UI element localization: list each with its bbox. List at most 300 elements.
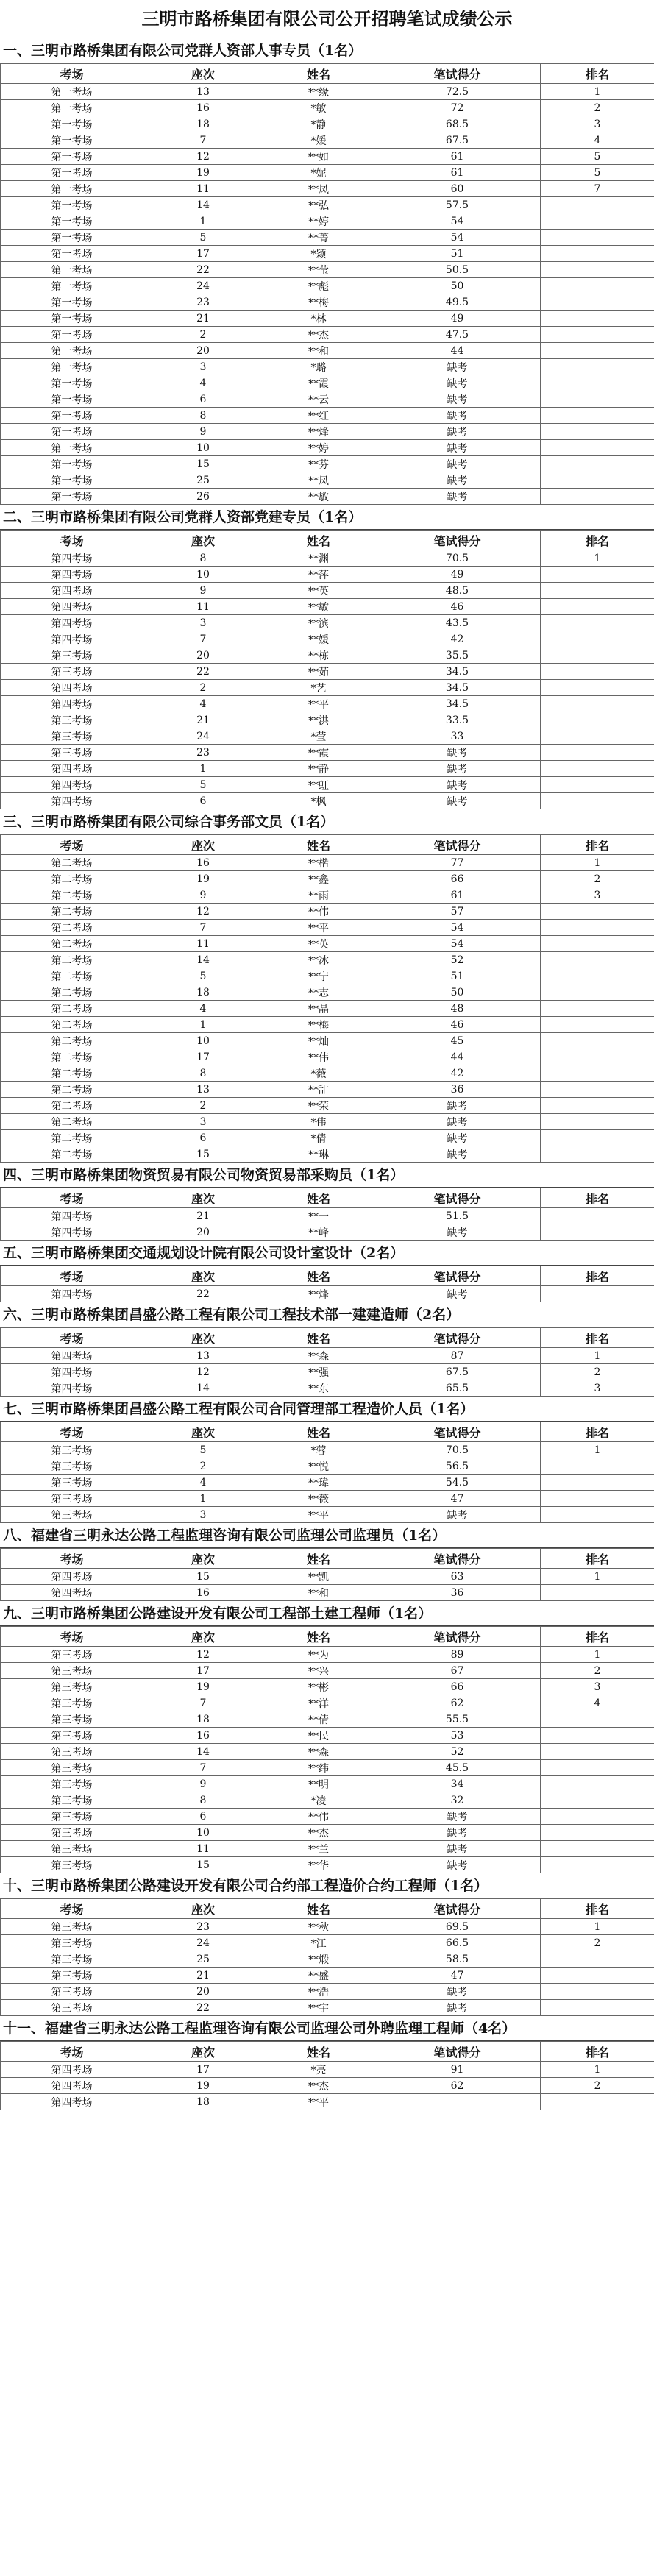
- cell-rank: [541, 664, 654, 680]
- table-row: [1, 1760, 654, 1776]
- cell-name: **荣: [263, 1098, 374, 1114]
- section-header: 二、三明市路桥集团有限公司党群人资部党建专员（1名）: [0, 505, 654, 530]
- cell-name: *亮: [263, 2062, 374, 2078]
- cell-rank: 1: [541, 550, 654, 567]
- cell-score: 42: [374, 631, 541, 647]
- column-header-score: 笔试得分: [374, 64, 541, 84]
- cell-score: 55.5: [374, 1711, 541, 1728]
- table-row: [1, 2078, 654, 2094]
- table-row: [1, 664, 654, 680]
- cell-score: 缺考: [374, 408, 541, 424]
- cell-seat: 21: [143, 311, 263, 327]
- cell-seat: 7: [143, 132, 263, 149]
- cell-exam-room: 第一考场: [1, 359, 143, 375]
- column-header-score: 笔试得分: [374, 531, 541, 550]
- cell-name: **明: [263, 1776, 374, 1792]
- cell-exam-room: 第三考场: [1, 1663, 143, 1679]
- cell-name: **静: [263, 761, 374, 777]
- cell-rank: [541, 1146, 654, 1163]
- cell-seat: 9: [143, 583, 263, 599]
- cell-exam-room: 第二考场: [1, 1001, 143, 1017]
- table-row: [1, 761, 654, 777]
- cell-exam-room: 第一考场: [1, 181, 143, 197]
- cell-seat: 3: [143, 1114, 263, 1130]
- table-row: [1, 1968, 654, 1984]
- cell-seat: 23: [143, 294, 263, 311]
- cell-seat: 1: [143, 1491, 263, 1507]
- column-header-score: 笔试得分: [374, 1549, 541, 1569]
- cell-rank: [541, 1841, 654, 1857]
- cell-score: 33.5: [374, 712, 541, 728]
- cell-score: 67.5: [374, 132, 541, 149]
- section-header: 三、三明市路桥集团有限公司综合事务部文员（1名）: [0, 809, 654, 834]
- cell-score: 缺考: [374, 456, 541, 472]
- cell-exam-room: 第四考场: [1, 1364, 143, 1380]
- cell-seat: 16: [143, 855, 263, 871]
- cell-rank: [541, 631, 654, 647]
- cell-exam-room: 第四考场: [1, 1224, 143, 1241]
- cell-exam-room: 第一考场: [1, 213, 143, 230]
- column-header-name: 姓名: [263, 1899, 374, 1919]
- table-row: [1, 745, 654, 761]
- table-row: [1, 456, 654, 472]
- cell-name: *媛: [263, 132, 374, 149]
- cell-seat: 7: [143, 1760, 263, 1776]
- table-row: [1, 1098, 654, 1114]
- table-row: [1, 1585, 654, 1601]
- cell-exam-room: 第三考场: [1, 1475, 143, 1491]
- table-header-row: [1, 64, 654, 84]
- cell-exam-room: 第四考场: [1, 1208, 143, 1224]
- cell-seat: 13: [143, 84, 263, 100]
- cell-exam-room: 第三考场: [1, 1711, 143, 1728]
- cell-exam-room: 第四考场: [1, 680, 143, 696]
- cell-score: 70.5: [374, 550, 541, 567]
- cell-rank: 1: [541, 1647, 654, 1663]
- cell-rank: [541, 1744, 654, 1760]
- cell-exam-room: 第二考场: [1, 936, 143, 952]
- table-row: [1, 230, 654, 246]
- cell-name: **平: [263, 1507, 374, 1523]
- cell-rank: [541, 472, 654, 489]
- cell-name: **宁: [263, 968, 374, 984]
- cell-seat: 2: [143, 327, 263, 343]
- cell-exam-room: 第四考场: [1, 1585, 143, 1601]
- cell-name: **华: [263, 1857, 374, 1873]
- table-row: [1, 391, 654, 408]
- table-row: [1, 149, 654, 165]
- section-header: 一、三明市路桥集团有限公司党群人资部人事专员（1名）: [0, 38, 654, 63]
- cell-rank: [541, 984, 654, 1001]
- cell-seat: 4: [143, 1001, 263, 1017]
- score-table: [0, 2041, 654, 2110]
- table-row: [1, 1082, 654, 1098]
- cell-score: 缺考: [374, 745, 541, 761]
- cell-exam-room: 第二考场: [1, 887, 143, 904]
- cell-name: **森: [263, 1744, 374, 1760]
- cell-name: **鑫: [263, 871, 374, 887]
- table-row: [1, 1776, 654, 1792]
- cell-exam-room: 第一考场: [1, 246, 143, 262]
- cell-name: **凤: [263, 472, 374, 489]
- cell-rank: [541, 1728, 654, 1744]
- table-row: [1, 1130, 654, 1146]
- cell-score: 缺考: [374, 1146, 541, 1163]
- cell-name: **霞: [263, 745, 374, 761]
- cell-seat: 15: [143, 1569, 263, 1585]
- cell-name: **彬: [263, 1679, 374, 1695]
- table-row: [1, 712, 654, 728]
- cell-seat: 18: [143, 2094, 263, 2110]
- cell-name: **敏: [263, 489, 374, 505]
- cell-score: 65.5: [374, 1380, 541, 1397]
- cell-rank: [541, 1114, 654, 1130]
- table-row: [1, 116, 654, 132]
- cell-name: **志: [263, 984, 374, 1001]
- cell-exam-room: 第三考场: [1, 1968, 143, 1984]
- table-header-row: [1, 1266, 654, 1286]
- column-header-rank: 排名: [541, 1627, 654, 1647]
- column-header-seat: 座次: [143, 1549, 263, 1569]
- table-row: [1, 100, 654, 116]
- table-row: [1, 1208, 654, 1224]
- cell-exam-room: 第四考场: [1, 777, 143, 793]
- cell-exam-room: 第三考场: [1, 728, 143, 745]
- column-header-rank: 排名: [541, 835, 654, 855]
- cell-score: 42: [374, 1065, 541, 1082]
- cell-rank: 4: [541, 132, 654, 149]
- cell-seat: 16: [143, 1728, 263, 1744]
- cell-seat: 8: [143, 408, 263, 424]
- column-header-exam-room: 考场: [1, 1422, 143, 1442]
- cell-exam-room: 第三考场: [1, 647, 143, 664]
- cell-seat: 11: [143, 599, 263, 615]
- cell-name: **如: [263, 149, 374, 165]
- cell-seat: 6: [143, 1809, 263, 1825]
- column-header-seat: 座次: [143, 1899, 263, 1919]
- table-row: [1, 213, 654, 230]
- cell-score: 缺考: [374, 391, 541, 408]
- table-row: [1, 1792, 654, 1809]
- cell-rank: [541, 745, 654, 761]
- cell-seat: 11: [143, 1841, 263, 1857]
- column-header-name: 姓名: [263, 1188, 374, 1208]
- sections-container: [0, 38, 654, 2110]
- cell-seat: 3: [143, 1507, 263, 1523]
- table-row: [1, 1286, 654, 1302]
- cell-name: **煅: [263, 1951, 374, 1968]
- cell-rank: [541, 647, 654, 664]
- cell-name: *妮: [263, 165, 374, 181]
- cell-score: 34.5: [374, 664, 541, 680]
- cell-score: 63: [374, 1569, 541, 1585]
- cell-name: *璐: [263, 359, 374, 375]
- cell-seat: 14: [143, 197, 263, 213]
- cell-score: 32: [374, 1792, 541, 1809]
- cell-seat: 22: [143, 1286, 263, 1302]
- cell-exam-room: 第三考场: [1, 1919, 143, 1935]
- cell-name: **婷: [263, 440, 374, 456]
- cell-score: 47: [374, 1968, 541, 1984]
- cell-seat: 1: [143, 1017, 263, 1033]
- cell-seat: 11: [143, 181, 263, 197]
- cell-score: 35.5: [374, 647, 541, 664]
- cell-name: **梅: [263, 1017, 374, 1033]
- table-row: [1, 1049, 654, 1065]
- cell-exam-room: 第二考场: [1, 1146, 143, 1163]
- column-header-score: 笔试得分: [374, 835, 541, 855]
- cell-rank: [541, 1792, 654, 1809]
- cell-exam-room: 第一考场: [1, 391, 143, 408]
- table-row: [1, 1114, 654, 1130]
- cell-seat: 14: [143, 952, 263, 968]
- cell-name: *倩: [263, 1130, 374, 1146]
- cell-score: 66: [374, 871, 541, 887]
- cell-score: 缺考: [374, 1286, 541, 1302]
- cell-name: **洋: [263, 1695, 374, 1711]
- cell-rank: 2: [541, 1935, 654, 1951]
- cell-exam-room: 第一考场: [1, 116, 143, 132]
- score-table: [0, 1422, 654, 1523]
- cell-rank: [541, 1458, 654, 1475]
- cell-score: 56.5: [374, 1458, 541, 1475]
- cell-exam-room: 第一考场: [1, 230, 143, 246]
- score-table: [0, 834, 654, 1163]
- column-header-seat: 座次: [143, 1266, 263, 1286]
- table-row: [1, 952, 654, 968]
- table-row: [1, 408, 654, 424]
- cell-score: 68.5: [374, 116, 541, 132]
- cell-seat: 4: [143, 375, 263, 391]
- cell-rank: [541, 1033, 654, 1049]
- cell-exam-room: 第三考场: [1, 1728, 143, 1744]
- cell-seat: 2: [143, 1458, 263, 1475]
- cell-score: 33: [374, 728, 541, 745]
- section-header: 八、福建省三明永达公路工程监理咨询有限公司监理公司监理员（1名）: [0, 1523, 654, 1548]
- cell-exam-room: 第三考场: [1, 2000, 143, 2016]
- cell-rank: [541, 583, 654, 599]
- cell-exam-room: 第一考场: [1, 343, 143, 359]
- cell-name: **滨: [263, 615, 374, 631]
- table-row: [1, 1935, 654, 1951]
- table-row: [1, 936, 654, 952]
- cell-rank: [541, 1208, 654, 1224]
- cell-name: *莹: [263, 728, 374, 745]
- cell-seat: 7: [143, 920, 263, 936]
- cell-exam-room: 第三考场: [1, 1984, 143, 2000]
- column-header-rank: 排名: [541, 1188, 654, 1208]
- column-header-score: 笔试得分: [374, 1627, 541, 1647]
- cell-rank: [541, 728, 654, 745]
- cell-exam-room: 第二考场: [1, 871, 143, 887]
- table-row: [1, 1364, 654, 1380]
- cell-seat: 25: [143, 472, 263, 489]
- cell-seat: 12: [143, 1647, 263, 1663]
- cell-rank: 2: [541, 100, 654, 116]
- cell-score: 46: [374, 1017, 541, 1033]
- section-header: 十、三明市路桥集团公路建设开发有限公司合约部工程造价合约工程师（1名）: [0, 1873, 654, 1898]
- cell-name: **一: [263, 1208, 374, 1224]
- cell-name: *敏: [263, 100, 374, 116]
- column-header-rank: 排名: [541, 64, 654, 84]
- cell-seat: 10: [143, 440, 263, 456]
- column-header-name: 姓名: [263, 531, 374, 550]
- cell-exam-room: 第四考场: [1, 599, 143, 615]
- cell-exam-room: 第四考场: [1, 793, 143, 809]
- cell-exam-room: 第三考场: [1, 1776, 143, 1792]
- column-header-seat: 座次: [143, 1422, 263, 1442]
- cell-seat: 16: [143, 100, 263, 116]
- cell-score: 51.5: [374, 1208, 541, 1224]
- table-header-row: [1, 1899, 654, 1919]
- cell-score: 48.5: [374, 583, 541, 599]
- cell-rank: [541, 408, 654, 424]
- table-row: [1, 311, 654, 327]
- table-header-row: [1, 531, 654, 550]
- cell-rank: [541, 968, 654, 984]
- table-header-row: [1, 1549, 654, 1569]
- cell-rank: [541, 246, 654, 262]
- column-header-seat: 座次: [143, 1328, 263, 1348]
- cell-name: **烽: [263, 1286, 374, 1302]
- cell-rank: [541, 197, 654, 213]
- cell-name: **甜: [263, 1082, 374, 1098]
- cell-exam-room: 第一考场: [1, 472, 143, 489]
- cell-score: 87: [374, 1348, 541, 1364]
- cell-name: **冰: [263, 952, 374, 968]
- cell-rank: [541, 1130, 654, 1146]
- cell-score: 58.5: [374, 1951, 541, 1968]
- cell-exam-room: 第三考场: [1, 1679, 143, 1695]
- cell-score: 36: [374, 1082, 541, 1098]
- table-row: [1, 1001, 654, 1017]
- cell-name: **兴: [263, 1663, 374, 1679]
- cell-score: 52: [374, 952, 541, 968]
- cell-score: 62: [374, 2078, 541, 2094]
- cell-exam-room: 第二考场: [1, 1114, 143, 1130]
- table-row: [1, 472, 654, 489]
- cell-score: 54: [374, 920, 541, 936]
- cell-name: **霞: [263, 375, 374, 391]
- cell-score: 缺考: [374, 1507, 541, 1523]
- cell-seat: 15: [143, 456, 263, 472]
- cell-score: 缺考: [374, 1809, 541, 1825]
- cell-name: **平: [263, 2094, 374, 2110]
- cell-rank: [541, 311, 654, 327]
- column-header-rank: 排名: [541, 1328, 654, 1348]
- cell-exam-room: 第二考场: [1, 1098, 143, 1114]
- cell-seat: 9: [143, 1776, 263, 1792]
- cell-name: *枫: [263, 793, 374, 809]
- cell-name: **芬: [263, 456, 374, 472]
- table-row: [1, 920, 654, 936]
- cell-name: **瑋: [263, 1475, 374, 1491]
- cell-seat: 7: [143, 631, 263, 647]
- cell-score: 43.5: [374, 615, 541, 631]
- cell-name: **森: [263, 1348, 374, 1364]
- cell-seat: 20: [143, 1984, 263, 2000]
- cell-rank: [541, 1082, 654, 1098]
- cell-rank: [541, 1098, 654, 1114]
- cell-name: **倩: [263, 1711, 374, 1728]
- cell-rank: 1: [541, 2062, 654, 2078]
- score-table: [0, 1548, 654, 1601]
- cell-score: 49: [374, 567, 541, 583]
- cell-score: 50: [374, 984, 541, 1001]
- cell-name: **缘: [263, 84, 374, 100]
- cell-seat: 26: [143, 489, 263, 505]
- cell-exam-room: 第三考场: [1, 1647, 143, 1663]
- column-header-seat: 座次: [143, 64, 263, 84]
- cell-seat: 17: [143, 2062, 263, 2078]
- cell-rank: [541, 936, 654, 952]
- cell-rank: 5: [541, 165, 654, 181]
- cell-score: 缺考: [374, 440, 541, 456]
- cell-name: **杰: [263, 2078, 374, 2094]
- cell-score: 54: [374, 936, 541, 952]
- cell-score: 缺考: [374, 1841, 541, 1857]
- cell-rank: 4: [541, 1695, 654, 1711]
- cell-exam-room: 第四考场: [1, 583, 143, 599]
- cell-seat: 2: [143, 680, 263, 696]
- table-row: [1, 1647, 654, 1663]
- table-row: [1, 1442, 654, 1458]
- table-row: [1, 855, 654, 871]
- cell-rank: [541, 343, 654, 359]
- cell-seat: 8: [143, 550, 263, 567]
- column-header-exam-room: 考场: [1, 1627, 143, 1647]
- cell-rank: [541, 327, 654, 343]
- table-row: [1, 424, 654, 440]
- cell-rank: 1: [541, 84, 654, 100]
- cell-name: **凯: [263, 1569, 374, 1585]
- cell-seat: 24: [143, 278, 263, 294]
- cell-seat: 6: [143, 1130, 263, 1146]
- cell-exam-room: 第四考场: [1, 696, 143, 712]
- cell-name: **晶: [263, 1001, 374, 1017]
- cell-rank: [541, 456, 654, 472]
- table-row: [1, 1825, 654, 1841]
- cell-score: 44: [374, 343, 541, 359]
- table-row: [1, 2062, 654, 2078]
- cell-name: **梅: [263, 294, 374, 311]
- cell-exam-room: 第三考场: [1, 1792, 143, 1809]
- cell-name: **弘: [263, 197, 374, 213]
- cell-name: **平: [263, 696, 374, 712]
- cell-name: **茹: [263, 664, 374, 680]
- column-header-score: 笔试得分: [374, 1328, 541, 1348]
- cell-name: **浩: [263, 1984, 374, 2000]
- table-row: [1, 1695, 654, 1711]
- cell-exam-room: 第二考场: [1, 1033, 143, 1049]
- cell-seat: 13: [143, 1348, 263, 1364]
- column-header-rank: 排名: [541, 1899, 654, 1919]
- table-header-row: [1, 1627, 654, 1647]
- cell-score: 49: [374, 311, 541, 327]
- cell-exam-room: 第四考场: [1, 550, 143, 567]
- column-header-seat: 座次: [143, 2042, 263, 2062]
- cell-name: **楷: [263, 855, 374, 871]
- cell-score: 缺考: [374, 424, 541, 440]
- cell-name: **洪: [263, 712, 374, 728]
- table-row: [1, 1857, 654, 1873]
- cell-seat: 1: [143, 761, 263, 777]
- cell-seat: 4: [143, 1475, 263, 1491]
- cell-score: 缺考: [374, 375, 541, 391]
- cell-score: 72.5: [374, 84, 541, 100]
- cell-seat: 8: [143, 1065, 263, 1082]
- cell-seat: 4: [143, 696, 263, 712]
